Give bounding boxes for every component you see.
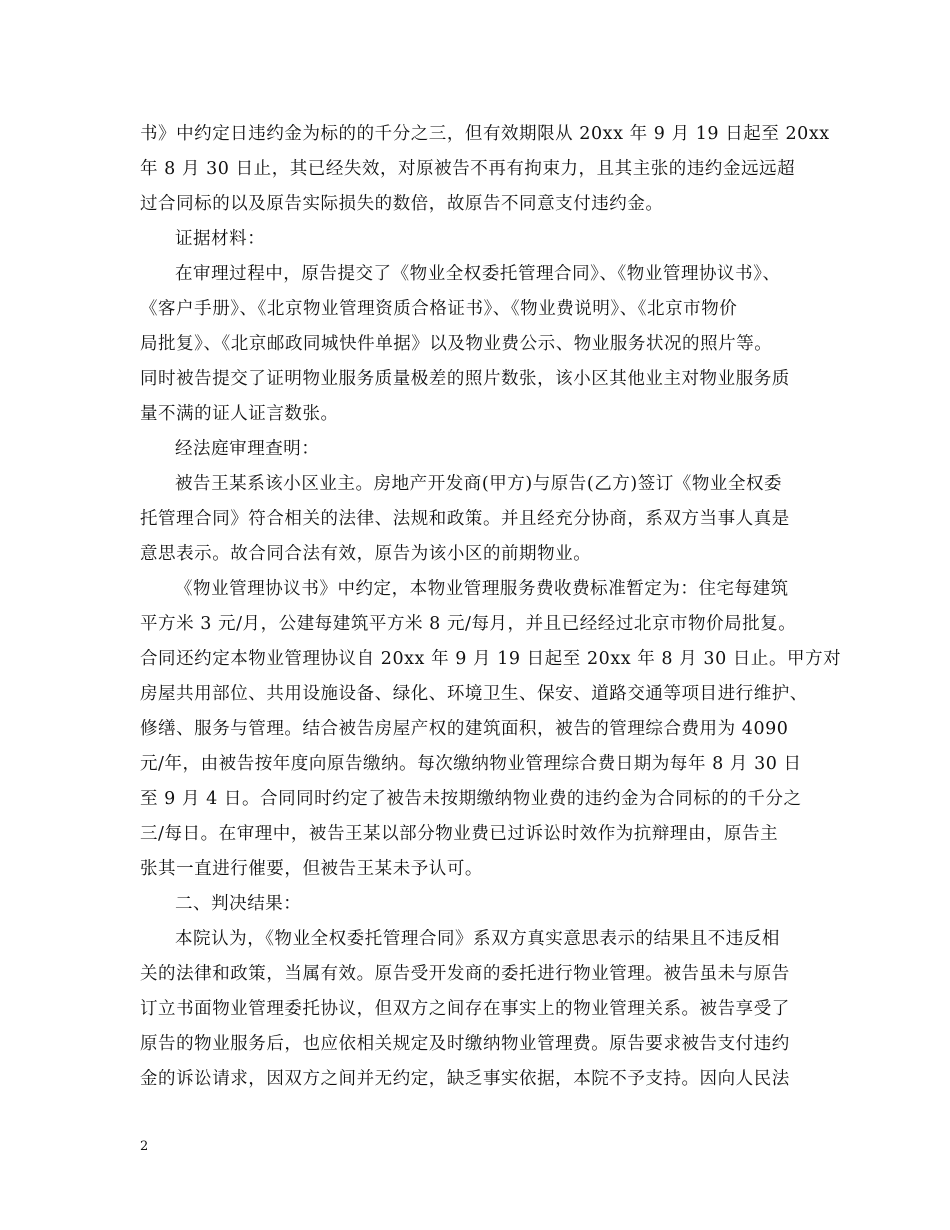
text-line: 原告的物业服务后，也应依相关规定及时缴纳物业管理费。原告要求被告支付违约 [140, 1034, 790, 1054]
text-line: 本院认为，《物业全权委托管理合同》系双方真实意思表示的结果且不违反相 [175, 929, 780, 949]
text-line: 在审理过程中，原告提交了《物业全权委托管理合同》、《物业管理协议书》、 [175, 264, 781, 284]
text-line: 关的法律和政策，当属有效。原告受开发商的委托进行物业管理。被告虽未与原告 [140, 964, 790, 984]
text-line: 房屋共用部位、共用设施设备、绿化、环境卫生、保安、道路交通等项目进行维护、 [140, 684, 808, 704]
text-line: 托管理合同》符合相关的法律、法规和政策。并且经充分协商，系双方当事人真是 [140, 509, 790, 529]
text-line: 金的诉讼请求，因双方之间并无约定，缺乏事实依据，本院不予支持。因向人民法 [140, 1069, 790, 1089]
text-line: 量不满的证人证言数张。 [140, 404, 339, 424]
text-line: 过合同标的以及原告实际损失的数倍，故原告不同意支付违约金。 [140, 194, 664, 214]
text-line: 《物业管理协议书》中约定，本物业管理服务费收费标准暂定为：住宅每建筑 [175, 579, 789, 599]
text-line: 被告王某系该小区业主。房地产开发商(甲方)与原告(乙方)签订《物业全权委 [175, 474, 783, 494]
text-line: 至 9 月 4 日。合同同时约定了被告未按期缴纳物业费的违约金为合同标的的千分之 [140, 789, 802, 809]
text-line: 平方米 3 元/月，公建每建筑平方米 8 元/每月，并且已经经过北京市物价局批复。 [140, 614, 797, 634]
text-line: 合同还约定本物业管理协议自 20xx 年 9 月 19 日起至 20xx 年 8 月 30 日止。甲方对 [140, 649, 842, 669]
text-line: 元/年，由被告按年度向原告缴纳。每次缴纳物业管理综合费日期为每年 8 月 30 日 [140, 754, 802, 774]
text-line: 订立书面物业管理委托协议，但双方之间存在事实上的物业管理关系。被告享受了 [140, 999, 790, 1019]
text-line: 《客户手册》、《北京物业管理资质合格证书》、《物业费说明》、《北京市物价 [140, 299, 738, 319]
section-heading: 证据材料： [175, 229, 266, 249]
text-line: 修缮、服务与管理。结合被告房屋产权的建筑面积，被告的管理综合费用为 4090 [140, 719, 789, 739]
text-line: 意思表示。故合同合法有效，原告为该小区的前期物业。 [140, 544, 592, 564]
text-line: 书》中约定日违约金为标的的千分之三，但有效期限从 20xx 年 9 月 19 日起至 20xx [140, 124, 830, 144]
text-line: 年 8 月 30 日止，其已经失效，对原被告不再有拘束力，且其主张的违约金远远超 [140, 159, 796, 179]
text-line: 张其一直进行催要，但被告王某未予认可。 [140, 859, 483, 879]
text-line: 三/每日。在审理中，被告王某以部分物业费已过诉讼时效作为抗辩理由，原告主 [140, 824, 779, 844]
text-line: 局批复》、《北京邮政同城快件单据》以及物业费公示、物业服务状况的照片等。 [140, 334, 773, 354]
section-heading: 二、判决结果： [175, 894, 302, 914]
section-heading: 经法庭审理查明： [175, 439, 320, 459]
text-line: 同时被告提交了证明物业服务质量极差的照片数张，该小区其他业主对物业服务质 [140, 369, 790, 389]
page-number: 2 [140, 1139, 149, 1154]
